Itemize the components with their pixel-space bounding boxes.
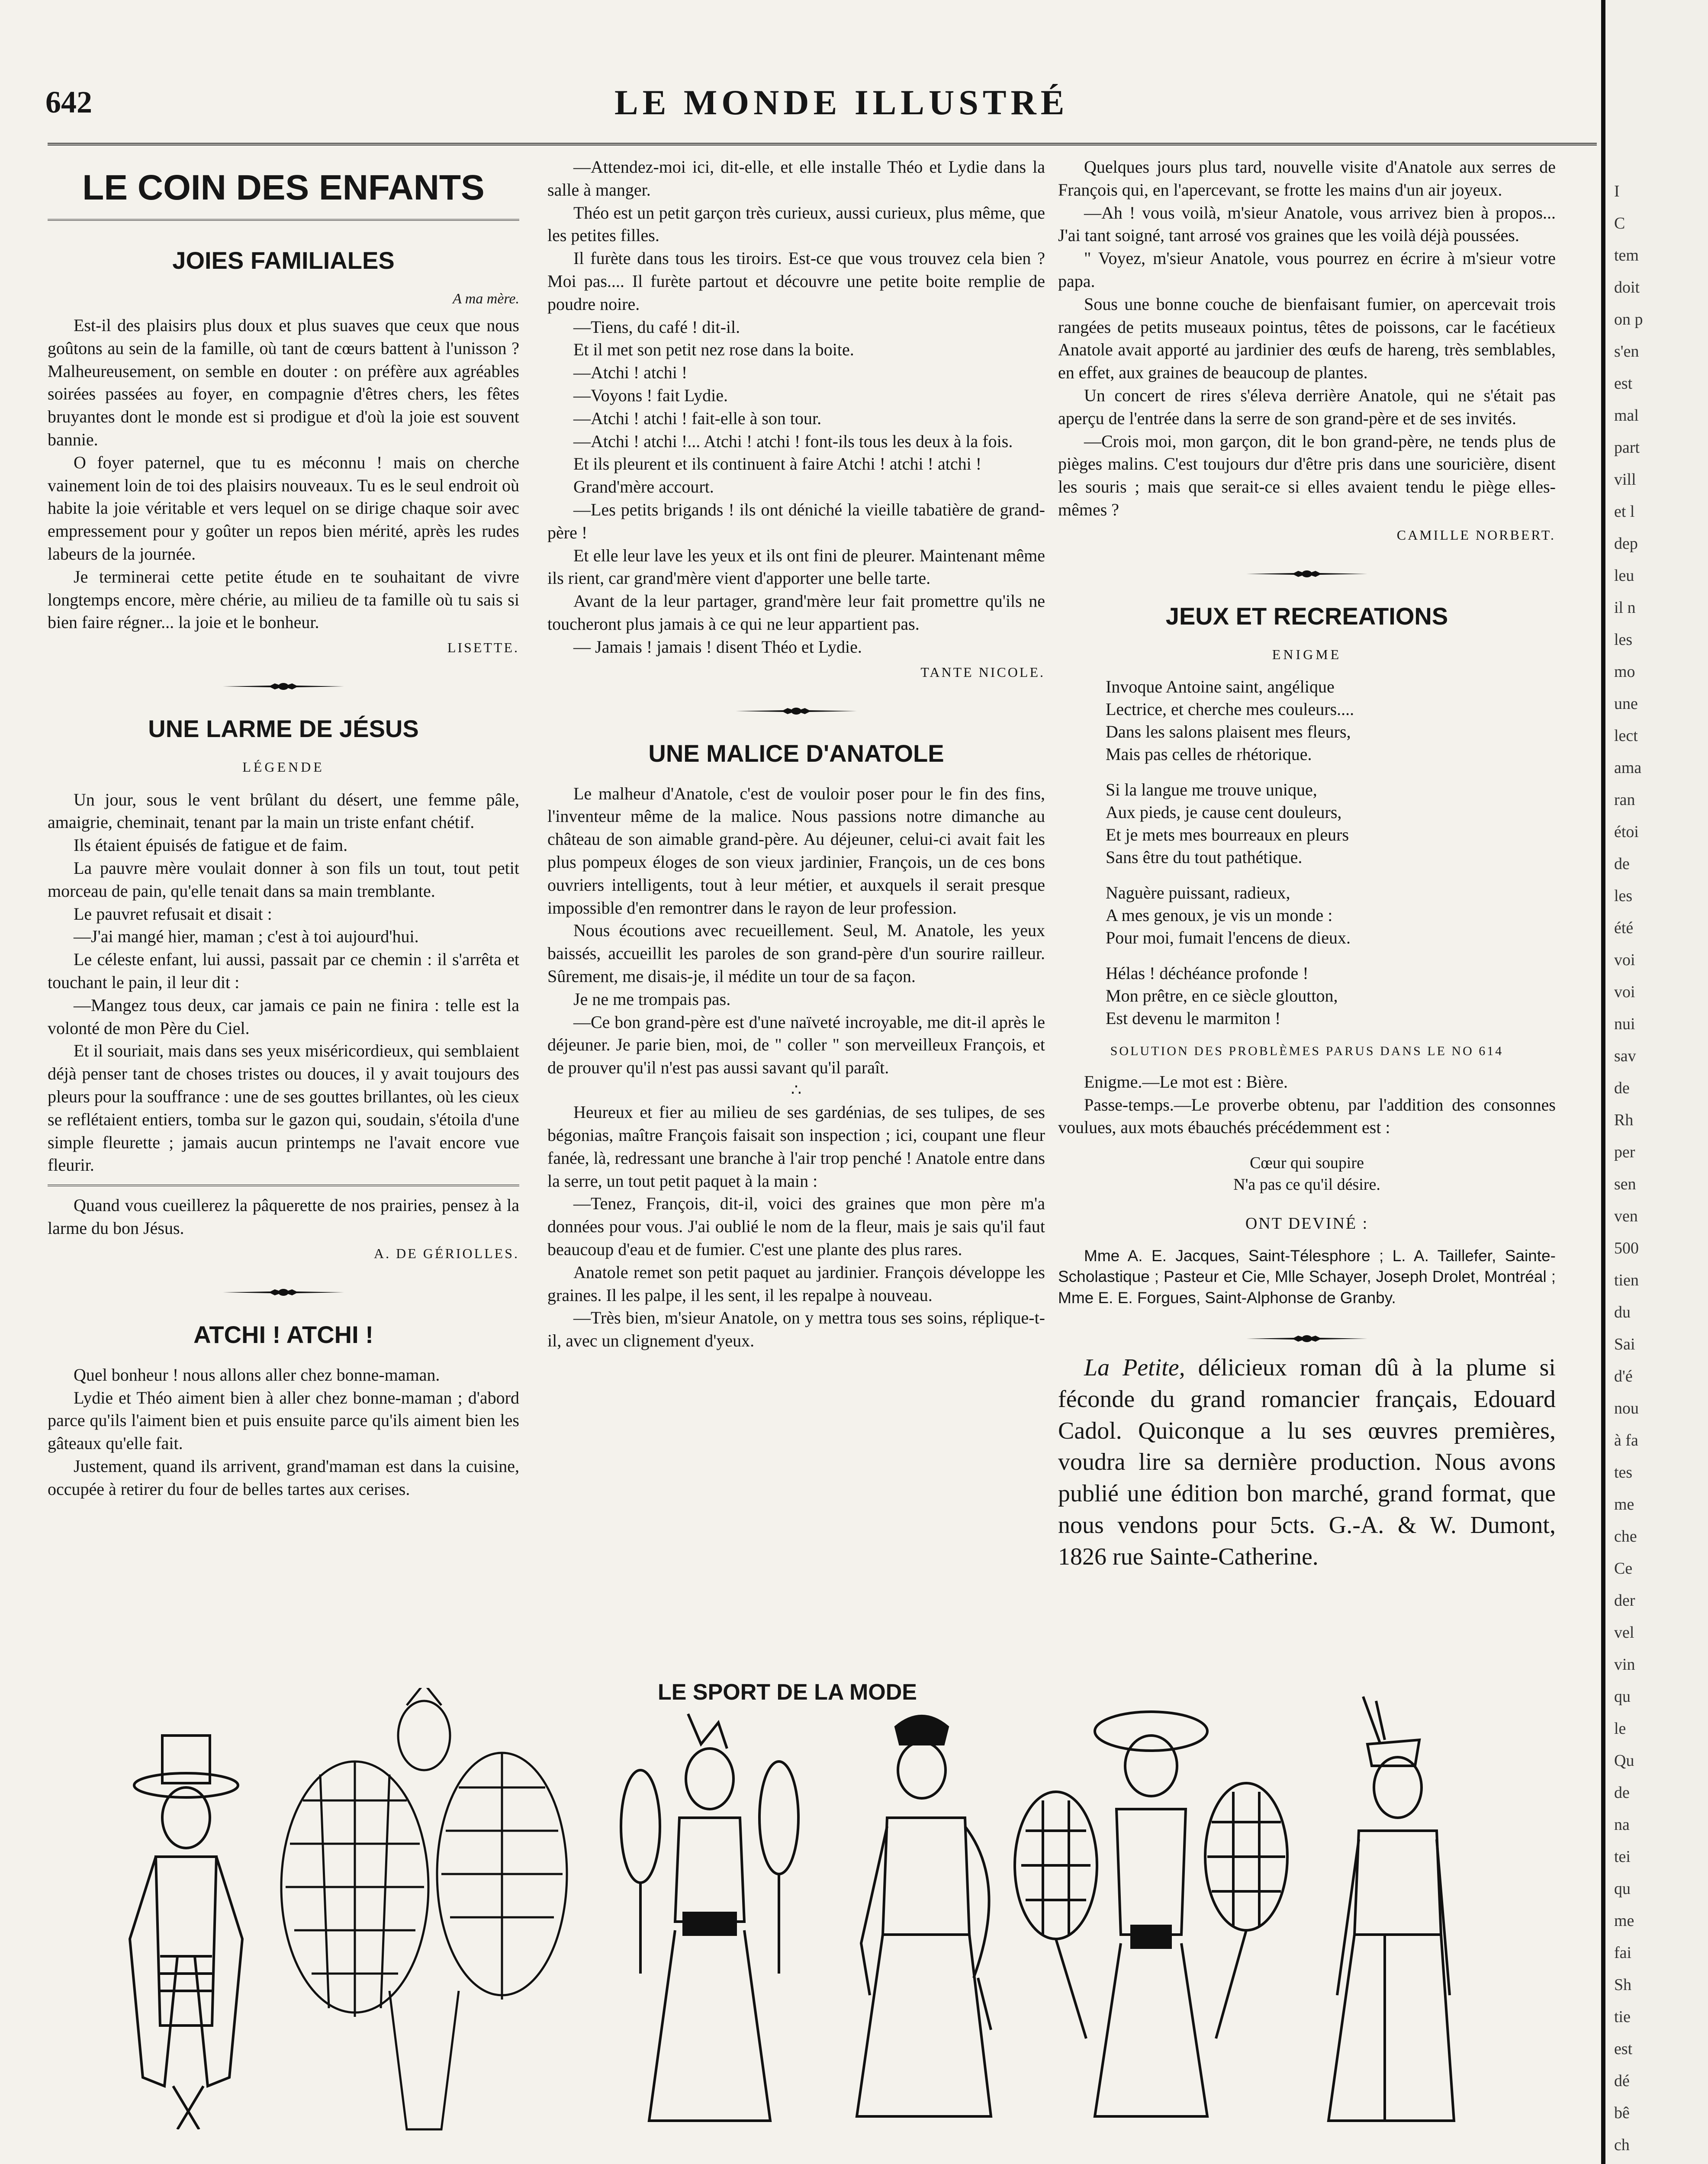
edge-fragment: on p bbox=[1614, 310, 1643, 328]
paragraph: Sous une bonne couche de bienfaisant fumier, on apercevait trois rangées de petits museaux pointus, têtes de poissons, car le facétieux Anatole avait apporté au jardinier des œufs de hareng, très semblables, en effet, aux graines de beaucoup de plantes. bbox=[1058, 294, 1556, 383]
adjacent-page-edge bbox=[1601, 0, 1708, 2164]
header-rule bbox=[48, 143, 1597, 145]
book-title: La Petite, bbox=[1084, 1354, 1185, 1381]
poem-line: Naguère puissant, radieux, bbox=[1106, 883, 1290, 903]
edge-fragment: Ce bbox=[1614, 1559, 1633, 1578]
paragraph: —Tenez, François, dit-il, voici des graines que mon père m'a données pour vous. J'ai oublié le nom de la fleur, mais je sais qu'il faut beaucoup d'eau et de fumier. C'est une plante des plus rares. bbox=[547, 1194, 1045, 1259]
edge-fragment: sen bbox=[1614, 1175, 1636, 1193]
paragraph: Mme A. E. Jacques, Saint-Télesphore ; L. A. Taillefer, Sainte-Scholastique ; Pasteur et Cie, Mlle Schayer, Joseph Drolet, Montréal ; Mme E. E. Forgues, Saint-Alphonse de Granby. bbox=[1058, 1246, 1556, 1307]
paragraph: La pauvre mère voulait donner à son fils un tout, tout petit morceau de pain, qu'elle tenait dans sa main tremblante. bbox=[48, 858, 519, 901]
edge-fragment: me bbox=[1614, 1495, 1634, 1514]
article-title-larme: UNE LARME DE JÉSUS bbox=[148, 715, 419, 743]
poem-line: Sans être du tout pathétique. bbox=[1106, 847, 1303, 867]
edge-fragment: Sai bbox=[1614, 1335, 1635, 1353]
enigme-poem bbox=[1106, 676, 1556, 1030]
paragraph: Est-il des plaisirs plus doux et plus suaves que ceux que nous goûtons au sein de la famille, où tant de cœurs battent à l'unisson ? Malheureusement, on semble en douter : on préfère aux agréables soirées passées au foyer, en compagnie d'êtres chers, les fêtes bruyantes dont le monde est si prodigue et d'où la joie est souvent bannie. bbox=[48, 316, 519, 449]
paragraph: Un concert de rires s'éleva derrière Anatole, qui ne s'était pas aperçu de l'entrée dans la serre de son grand-père et de ses invités. bbox=[1058, 385, 1556, 428]
paragraph: Il furète dans tous les tiroirs. Est-ce que vous trouvez cela bien ? Moi pas.... Il furète partout et découvre une petite boite remplie de poudre noire. bbox=[547, 248, 1045, 314]
edge-fragment: per bbox=[1614, 1143, 1635, 1161]
ornament-divider bbox=[48, 676, 519, 689]
edge-fragment: de bbox=[1614, 855, 1630, 873]
paragraph: —Très bien, m'sieur Anatole, on y mettra tous ses soins, réplique-t-il, avec un clignement d'yeux. bbox=[547, 1308, 1045, 1351]
solution-title: SOLUTION DES PROBLÈMES PARUS DANS LE NO 614 bbox=[1110, 1044, 1504, 1059]
figure-avirons bbox=[614, 1705, 809, 2129]
paragraph: —Atchi ! atchi !... Atchi ! atchi ! font-ils tous les deux à la fois. bbox=[573, 431, 1013, 451]
asterism: ∴ bbox=[791, 1081, 802, 1100]
figure-ballon bbox=[277, 1688, 571, 2142]
poem-line: Aux pieds, je cause cent douleurs, bbox=[1106, 802, 1342, 822]
proverb-line: N'a pas ce qu'il désire. bbox=[1233, 1175, 1380, 1194]
edge-fragment: bê bbox=[1614, 2104, 1630, 2122]
epigraph: A ma mère. bbox=[453, 291, 519, 307]
edge-fragment: d'é bbox=[1614, 1367, 1633, 1385]
edge-fragment: Qu bbox=[1614, 1752, 1634, 1770]
edge-fragment: tem bbox=[1614, 246, 1639, 264]
paragraph: O foyer paternel, que tu es méconnu ! mais on cherche vainement loin de toi des plaisirs nouveaux. Tu es le seul endroit où habite la joie véritable et vers lequel on se dirige chaque soir avec empressement pour y goûter un repos bien mérité, après les rudes labeurs de la journée. bbox=[48, 452, 519, 564]
edge-fragment: de bbox=[1614, 1784, 1630, 1802]
paragraph: Et il met son petit nez rose dans la boite. bbox=[573, 340, 854, 360]
paragraph: —Crois moi, mon garçon, dit le bon grand-père, ne tends plus de pièges malins. C'est toujours dur d'être pris dans une souricière, disent les souris ; mais que serait-ce si elles avaient tendu le piège elles-mêmes ? bbox=[1058, 431, 1556, 519]
poem-stanza bbox=[1106, 962, 1556, 1030]
edge-fragment: ven bbox=[1614, 1207, 1638, 1225]
paragraph: —Voyons ! fait Lydie. bbox=[573, 385, 728, 405]
figure-raquette bbox=[1008, 1701, 1290, 2125]
poem-stanza bbox=[1106, 676, 1556, 766]
edge-fragment: C bbox=[1614, 214, 1625, 232]
column-2 bbox=[547, 156, 1045, 1352]
edge-fragment: dé bbox=[1614, 2072, 1630, 2090]
paragraph: Justement, quand ils arrivent, grand'maman est dans la cuisine, occupée à retirer du four de belles tartes aux cerises. bbox=[48, 1456, 519, 1499]
poem-stanza bbox=[1106, 779, 1556, 869]
paragraph: —J'ai mangé hier, maman ; c'est à toi aujourd'hui. bbox=[74, 927, 419, 947]
paragraph: Le pauvret refusait et disait : bbox=[74, 904, 272, 924]
paragraph: Quel bonheur ! nous allons aller chez bonne-maman. bbox=[74, 1365, 440, 1385]
paragraph: —Atchi ! atchi ! bbox=[573, 363, 688, 383]
edge-fragment: est bbox=[1614, 2040, 1633, 2058]
edge-fragment: s'en bbox=[1614, 342, 1639, 361]
edge-fragment: qu bbox=[1614, 1880, 1631, 1898]
paragraph: Ils étaient épuisés de fatigue et de faim. bbox=[74, 835, 348, 855]
figure-cricket bbox=[104, 1714, 268, 2129]
paragraph: Le malheur d'Anatole, c'est de vouloir poser pour le fin des fins, l'inventeur même de la malice. Nous passions notre dimanche au château de son aimable grand-père. Au déjeuner, celui-ci avait fait les plus pompeux éloges de son vieux jardinier, François, un de ces bons ouvriers intelligents, tout à leur métier, et auxquels il serait presque impossible d'en remontrer dans le rayon de leur profession. bbox=[547, 783, 1045, 918]
edge-fragment: les bbox=[1614, 631, 1633, 649]
signature: CAMILLE NORBERT. bbox=[1396, 527, 1556, 543]
poem-line: Lectrice, et cherche mes couleurs.... bbox=[1106, 699, 1354, 719]
paragraph: Anatole remet son petit paquet au jardinier. François développe les graines. Il les palpe, il les sent, il les repalpe à nouveau. bbox=[547, 1262, 1045, 1305]
edge-fragment: Rh bbox=[1614, 1111, 1634, 1129]
column-3 bbox=[1058, 156, 1556, 1573]
paragraph: —Atchi ! atchi ! fait-elle à son tour. bbox=[573, 408, 822, 428]
paragraph: Quelques jours plus tard, nouvelle visite d'Anatole aux serres de François qui, en l'apercevant, se frotte les mains d'un air joyeux. bbox=[1058, 157, 1556, 200]
paragraph: Nous écoutions avec recueillement. Seul, M. Anatole, les yeux baissés, accueillit les paroles de son grand-père d'un sourire railleur. Sûrement, me disais-je, il médite un tour de sa façon. bbox=[547, 921, 1045, 986]
ornament-divider bbox=[1058, 1328, 1556, 1341]
edge-fragment: vin bbox=[1614, 1655, 1635, 1674]
divider bbox=[48, 1185, 519, 1186]
ont-devine-heading: ONT DEVINÉ : bbox=[1245, 1214, 1369, 1233]
paragraph: Enigme.—Le mot est : Bière. bbox=[1084, 1072, 1288, 1092]
paragraph: —Mangez tous deux, car jamais ce pain ne finira : telle est la volonté de mon Père du Ciel. bbox=[48, 995, 519, 1038]
edge-fragment: ran bbox=[1614, 791, 1635, 809]
paragraph: Heureux et fier au milieu de ses gardénias, de ses tulipes, de ses bégonias, maître François faisait son inspection ; ici, coupant une fleur fanée, là, redressant une branche à l'air trop penché ! Anatole entre dans la serre, un tout petit paquet à la main : bbox=[547, 1102, 1045, 1191]
article-subtitle: LÉGENDE bbox=[242, 759, 325, 775]
edge-fragment: été bbox=[1614, 919, 1634, 937]
ornament-divider bbox=[547, 701, 1045, 714]
edge-fragment: voi bbox=[1614, 983, 1635, 1001]
edge-fragment: che bbox=[1614, 1527, 1637, 1546]
edge-fragment: I bbox=[1614, 182, 1620, 200]
edge-fragment: ch bbox=[1614, 2136, 1630, 2154]
paragraph: —Ce bon grand-père est d'une naïveté incroyable, me dit-il après le déjeuner. Je parie bien, moi, de " coller " son merveilleux François, et de prouver qu'il n'est pas aussi savant qu'il paraît. bbox=[547, 1012, 1045, 1078]
edge-fragment: tien bbox=[1614, 1271, 1639, 1289]
edge-fragment: et l bbox=[1614, 502, 1635, 521]
paragraph: Je terminerai cette petite étude en te souhaitant de vivre longtemps encore, mère chérie, au milieu de ta famille où tu sais si bien faire régner... la joie et le bonheur. bbox=[48, 567, 519, 632]
page-number: 642 bbox=[45, 85, 92, 119]
paragraph: Avant de la leur partager, grand'mère leur fait promettre qu'ils ne toucheront plus jamais à ce qui ne leur appartient pas. bbox=[547, 591, 1045, 634]
edge-fragment: 500 bbox=[1614, 1239, 1639, 1257]
article-title-joies: JOIES FAMILIALES bbox=[172, 247, 395, 274]
edge-fragment: leu bbox=[1614, 567, 1634, 585]
paragraph: Théo est un petit garçon très curieux, aussi curieux, plus même, que les petites filles. bbox=[547, 203, 1045, 245]
edge-fragment: sav bbox=[1614, 1047, 1636, 1065]
edge-fragment: der bbox=[1614, 1591, 1635, 1610]
paragraph: Un jour, sous le vent brûlant du désert, une femme pâle, amaigrie, cheminait, tenant par la main un triste enfant chétif. bbox=[48, 789, 519, 832]
poem-line: A mes genoux, je vis un monde : bbox=[1106, 905, 1333, 925]
poem-line: Pour moi, fumait l'encens de dieux. bbox=[1106, 928, 1351, 948]
poem-line: Invoque Antoine saint, angélique bbox=[1106, 677, 1335, 697]
edge-fragment: dep bbox=[1614, 535, 1638, 553]
signature: A. DE GÉRIOLLES. bbox=[374, 1245, 519, 1261]
figure-selle bbox=[835, 1701, 1017, 2125]
edge-fragment: voi bbox=[1614, 951, 1635, 969]
column-1 bbox=[48, 156, 519, 1501]
edge-fragment: tie bbox=[1614, 2008, 1631, 2026]
edge-fragment: à fa bbox=[1614, 1431, 1638, 1449]
paragraph: " Voyez, m'sieur Anatole, vous pourrez en écrire à m'sieur votre papa. bbox=[1058, 248, 1556, 291]
fashion-title: LE SPORT DE LA MODE bbox=[658, 1680, 917, 1705]
edge-fragment: me bbox=[1614, 1912, 1634, 1930]
poem-line: Si la langue me trouve unique, bbox=[1106, 780, 1317, 800]
edge-fragment: mo bbox=[1614, 663, 1635, 681]
edge-fragment: nui bbox=[1614, 1015, 1635, 1033]
edge-fragment: étoi bbox=[1614, 823, 1639, 841]
poem-line: Est devenu le marmiton ! bbox=[1106, 1008, 1281, 1028]
article-title-malice: UNE MALICE D'ANATOLE bbox=[648, 739, 944, 767]
section-title-coin: LE COIN DES ENFANTS bbox=[82, 168, 485, 207]
edge-fragment: Sh bbox=[1614, 1976, 1632, 1994]
edge-fragment: vel bbox=[1614, 1623, 1634, 1642]
edge-fragment: les bbox=[1614, 887, 1633, 905]
poem-line: Mais pas celles de rhétorique. bbox=[1106, 744, 1312, 764]
edge-fragment: du bbox=[1614, 1303, 1631, 1321]
masthead: LE MONDE ILLUSTRÉ bbox=[614, 83, 1069, 122]
edge-fragment: na bbox=[1614, 1816, 1630, 1834]
edge-fragment: tes bbox=[1614, 1463, 1633, 1481]
paragraph: —Les petits brigands ! ils ont déniché la vieille tabatière de grand-père ! bbox=[547, 499, 1045, 542]
paragraph: Lydie et Théo aiment bien à aller chez bonne-maman ; d'abord parce qu'ils l'aiment bien et puis ensuite parce qu'ils aiment bien les gâteaux qu'elle fait. bbox=[48, 1388, 519, 1453]
paragraph: Le céleste enfant, lui aussi, passait par ce chemin : il s'arrêta et touchant le pain, il leur dit : bbox=[48, 950, 519, 992]
paragraph: Grand'mère accourt. bbox=[573, 477, 714, 497]
signature: TANTE NICOLE. bbox=[920, 664, 1045, 680]
paragraph: Passe-temps.—Le proverbe obtenu, par l'addition des consonnes voulues, aux mots ébauchés précédemment est : bbox=[1058, 1095, 1556, 1137]
edge-fragment: une bbox=[1614, 695, 1638, 713]
poem-line: Et je mets mes bourreaux en pleurs bbox=[1106, 825, 1349, 845]
edge-fragment: de bbox=[1614, 1079, 1630, 1097]
paragraph: Quand vous cueillerez la pâquerette de nos prairies, pensez à la larme du bon Jésus. bbox=[48, 1195, 519, 1238]
article-title-jeux: JEUX ET RECREATIONS bbox=[1165, 602, 1448, 630]
paragraph: —Tiens, du café ! dit-il. bbox=[573, 317, 740, 337]
edge-fragment: le bbox=[1614, 1720, 1626, 1738]
paragraph: Et il souriait, mais dans ses yeux miséricordieux, qui semblaient déjà penser tant de choses tristes ou douces, il y avait toujours des pleurs pour la souffrance : une de ses gouttes brillantes, où les cieux se reflétaient entiers, tomba sur le gazon qui, soudain, s'étoila d'une simple fleurette ; jamais aucun printemps ne l'avait encore vue fleurir. bbox=[48, 1041, 519, 1175]
ornament-divider bbox=[1058, 564, 1556, 576]
signature: LISETTE. bbox=[447, 640, 519, 656]
paragraph: —Ah ! vous voilà, m'sieur Anatole, vous arrivez bien à propos... J'ai tant soigné, tant arrosé vos graines que les voilà déjà poussées. bbox=[1058, 203, 1556, 245]
edge-fragment: part bbox=[1614, 438, 1640, 457]
edge-fragment: il n bbox=[1614, 599, 1636, 617]
advertisement bbox=[1058, 1352, 1556, 1573]
edge-fragment: doit bbox=[1614, 278, 1640, 296]
ornament-divider bbox=[48, 1282, 519, 1295]
enigme-label: ENIGME bbox=[1272, 646, 1342, 662]
proverb-line: Cœur qui soupire bbox=[1250, 1154, 1364, 1172]
edge-fragment: nou bbox=[1614, 1399, 1639, 1417]
advertisement-text: délicieux roman dû à la plume si féconde du grand romancier français, Edouard Cadol. Quiconque a lu ses œuvres premières, voudra lire sa dernière production. Nous avons publié une édition bon marché, grand format, que nous vendons pour 5cts. G.-A. & W. Dumont, 1826 rue Sainte-Catherine. bbox=[1058, 1354, 1556, 1570]
edge-fragment: est bbox=[1614, 374, 1633, 393]
figure-fusil bbox=[1311, 1692, 1467, 2125]
poem-line: Hélas ! déchéance profonde ! bbox=[1106, 963, 1309, 983]
edge-fragment: ama bbox=[1614, 759, 1642, 777]
poem-stanza bbox=[1106, 882, 1556, 949]
edge-fragment: fai bbox=[1614, 1944, 1632, 1962]
paragraph: Je ne me trompais pas. bbox=[573, 989, 731, 1009]
article-title-atchi: ATCHI ! ATCHI ! bbox=[193, 1320, 373, 1348]
poem-line: Dans les salons plaisent mes fleurs, bbox=[1106, 722, 1351, 742]
paragraph: — Jamais ! jamais ! disent Théo et Lydie. bbox=[573, 637, 862, 657]
paragraph: Et ils pleurent et ils continuent à faire Atchi ! atchi ! atchi ! bbox=[573, 454, 982, 474]
edge-fragment: qu bbox=[1614, 1687, 1631, 1706]
edge-fragment: lect bbox=[1614, 727, 1638, 745]
poem-line: Mon prêtre, en ce siècle gloutton, bbox=[1106, 986, 1338, 1006]
paragraph: —Attendez-moi ici, dit-elle, et elle installe Théo et Lydie dans la salle à manger. bbox=[547, 157, 1045, 200]
paragraph: Et elle leur lave les yeux et ils ont fini de pleurer. Maintenant même ils rient, car grand'mère vient d'apporter une belle tarte. bbox=[547, 545, 1045, 588]
edge-fragment: mal bbox=[1614, 406, 1639, 425]
divider bbox=[48, 219, 519, 221]
edge-fragment: tei bbox=[1614, 1848, 1631, 1866]
edge-fragment: vill bbox=[1614, 470, 1636, 489]
